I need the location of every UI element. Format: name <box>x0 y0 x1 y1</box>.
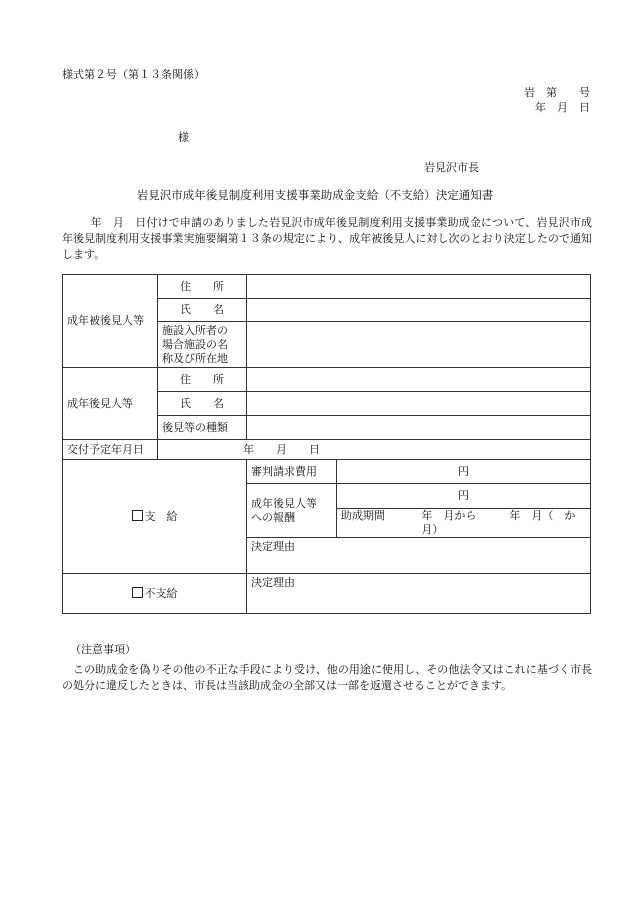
document-date: 年 月 日 <box>535 101 590 114</box>
guardian-name-value <box>247 392 591 416</box>
court-fee-label: 審判請求費用 <box>247 460 337 484</box>
form-number: 様式第２号（第１３条関係） <box>62 68 205 81</box>
addressee: 様 <box>178 131 189 144</box>
guardian-address-label: 住 所 <box>158 368 247 392</box>
ward-facility-value <box>247 322 591 368</box>
ward-address-label: 住 所 <box>158 275 247 299</box>
notes-heading: （注意事項） <box>70 643 136 656</box>
notes-text: この助成金を偽りその他の不正な手段により受け、他の用途に使用し、その他法令又はこれに基づく市長の処分に違反したときは、市長は当該助成金の全部又は一部を返還させることができます。 <box>62 663 592 692</box>
guardian-type-value <box>247 416 591 440</box>
guardian-type-label: 後見等の種類 <box>158 416 247 440</box>
guardian-address-value <box>247 368 591 392</box>
nonpayment-decision-reason: 決定理由 <box>247 574 591 614</box>
ward-name-label: 氏 名 <box>158 299 247 322</box>
document-number: 岩 第 号 <box>524 86 590 99</box>
ward-section-label: 成年被後見人等 <box>63 275 158 368</box>
document-title: 岩見沢市成年後見制度利用支援事業助成金支給（不支給）決定通知書 <box>136 188 494 202</box>
issuer: 岩見沢市長 <box>424 161 479 174</box>
payment-checkbox[interactable] <box>132 510 143 521</box>
payment-option <box>63 460 247 574</box>
nonpayment-option <box>63 574 247 614</box>
subsidy-period-value: 年 月から 年 月（ か月） <box>421 509 576 536</box>
remuneration-amount: 円 <box>337 484 591 509</box>
subsidy-period-label: 助成期間 <box>341 509 385 522</box>
guardian-section-label: 成年後見人等 <box>63 368 158 440</box>
ward-name-value <box>247 299 591 322</box>
ward-facility-line: 施設入所者の <box>162 323 228 337</box>
notice-table <box>62 274 591 614</box>
nonpayment-label: 不支給 <box>144 586 178 600</box>
ward-facility-label <box>158 322 247 368</box>
scheduled-date-label: 交付予定年月日 <box>63 440 158 460</box>
ward-address-value <box>247 275 591 299</box>
subsidy-period <box>337 509 591 538</box>
ward-facility-line: 称及び所在地 <box>162 351 228 365</box>
ward-facility-line: 場合施設の名 <box>162 337 228 351</box>
court-fee-amount: 円 <box>337 460 591 484</box>
payment-decision-reason: 決定理由 <box>247 538 591 574</box>
body-paragraph: 年 月 日付けで申請のありました岩見沢市成年後見制度利用支援事業助成金について、岩見沢市成年後見制度利用支援事業実施要綱第１３条の規定により、成年被後見人に対し次のとおり決定したので通知します。 <box>62 216 592 261</box>
remuneration-line: 成年後見人等 <box>251 496 317 510</box>
guardian-name-label: 氏 名 <box>158 392 247 416</box>
remuneration-line: への報酬 <box>251 510 295 524</box>
nonpayment-checkbox[interactable] <box>132 587 143 598</box>
payment-label: 支 給 <box>144 509 178 523</box>
scheduled-date-value: 年 月 日 <box>158 440 591 460</box>
remuneration-label <box>247 484 337 538</box>
